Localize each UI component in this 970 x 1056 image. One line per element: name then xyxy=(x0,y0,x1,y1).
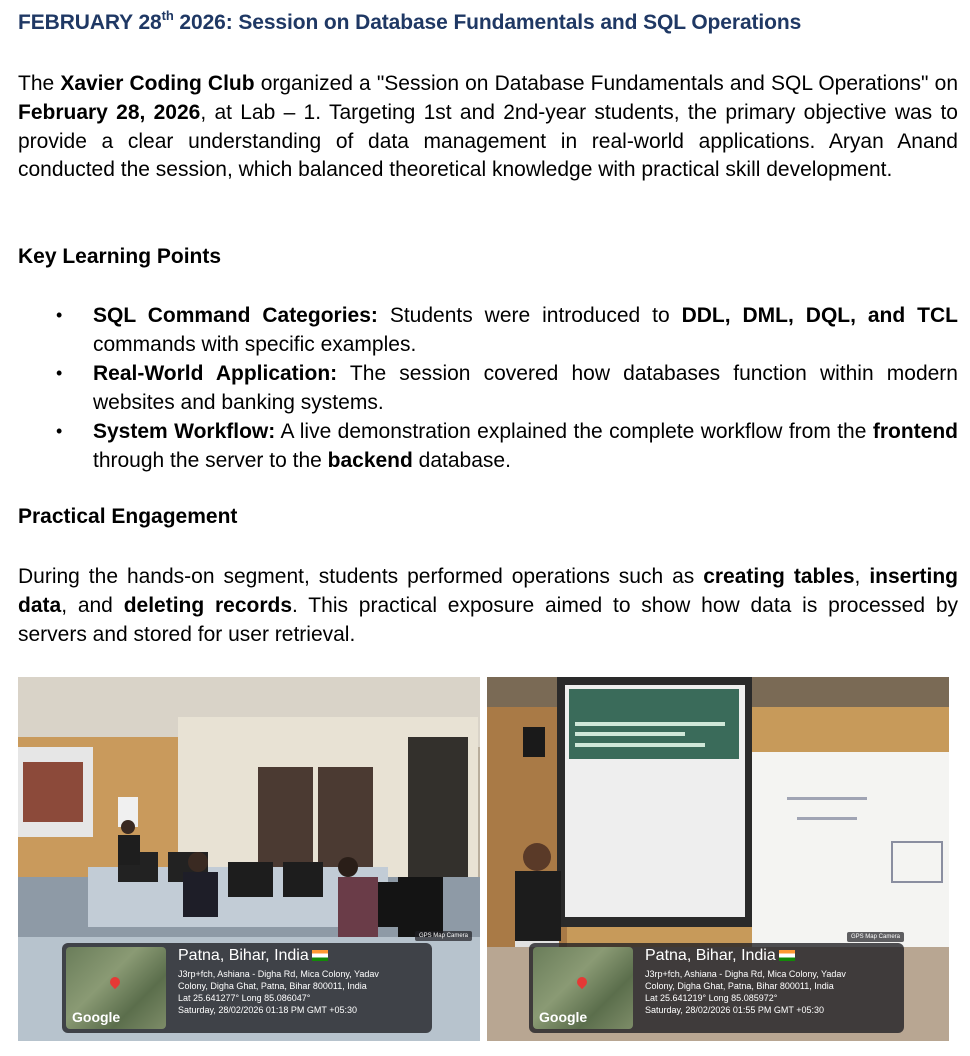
india-flag-icon xyxy=(779,950,795,961)
gps-camera-label: GPS Map Camera xyxy=(847,932,904,942)
location-address-line2: Colony, Digha Ghat, Patna, Bihar 800011, India xyxy=(178,981,367,991)
practical-paragraph: During the hands-on segment, students performed operations such as creating tables, inserting data, and deleting records. This practical exposure aimed to show how data is processed by servers and stored for user retrieval. xyxy=(18,565,958,646)
list-item: • SQL Command Categories: Students were introduced to DDL, DML, DQL, and TCL commands with specific examples. xyxy=(18,301,958,359)
classroom-photo xyxy=(18,677,480,1041)
bullet-icon: • xyxy=(56,363,63,383)
practical-heading: Practical Engagement xyxy=(18,505,238,528)
geo-overlay xyxy=(62,943,432,1033)
location-pin-icon xyxy=(108,975,122,989)
bullet-icon: • xyxy=(56,305,63,325)
location-address-line2: Colony, Digha Ghat, Patna, Bihar 800011, India xyxy=(645,981,834,991)
location-coords: Lat 25.641219° Long 85.085972° xyxy=(645,993,778,1003)
location-timestamp: Saturday, 28/02/2026 01:18 PM GMT +05:30 xyxy=(178,1005,358,1015)
location-pin-icon xyxy=(575,975,589,989)
session-date: February 28, 2026 xyxy=(18,100,201,124)
google-logo: Google xyxy=(539,1009,588,1025)
key-points-heading: Key Learning Points xyxy=(18,245,222,268)
india-flag-icon xyxy=(312,950,328,961)
list-item: • System Workflow: A live demonstration explained the complete workflow from the frontend through the server to the backend database. xyxy=(18,417,958,475)
list-item: • Real-World Application: The session covered how databases function within modern websites and banking systems. xyxy=(18,359,958,417)
key-points-list xyxy=(18,301,958,475)
location-timestamp: Saturday, 28/02/2026 01:55 PM GMT +05:30 xyxy=(645,1005,825,1015)
gps-camera-label: GPS Map Camera xyxy=(415,931,472,941)
club-name: Xavier Coding Club xyxy=(60,72,255,95)
google-logo: Google xyxy=(72,1009,121,1025)
intro-paragraph: The Xavier Coding Club organized a "Session on Database Fundamentals and SQL Operations" on February 28, 2026, at Lab – 1. Targeting 1st and 2nd-year students, the primary objective was to provide a clear understanding of data management in real-world applications. Aryan Anand conducted the session, which balanced theoretical knowledge with practical skill development. xyxy=(18,72,958,182)
map-thumbnail xyxy=(66,947,166,1029)
location-address-line1: J3rp+fch, Ashiana - Digha Rd, Mica Colony, Yadav xyxy=(178,969,379,979)
bullet-icon: • xyxy=(56,421,63,441)
page-title: FEBRUARY 28th 2026: Session on Database Fundamentals and SQL Operations xyxy=(18,8,802,34)
presenter-photo xyxy=(487,677,949,1041)
map-thumbnail xyxy=(533,947,633,1029)
location-city: Patna, Bihar, India xyxy=(178,947,328,965)
geo-overlay xyxy=(529,943,904,1033)
location-address-line1: J3rp+fch, Ashiana - Digha Rd, Mica Colony, Yadav xyxy=(645,969,846,979)
location-city: Patna, Bihar, India xyxy=(645,947,795,965)
location-coords: Lat 25.641277° Long 85.086047° xyxy=(178,993,311,1003)
